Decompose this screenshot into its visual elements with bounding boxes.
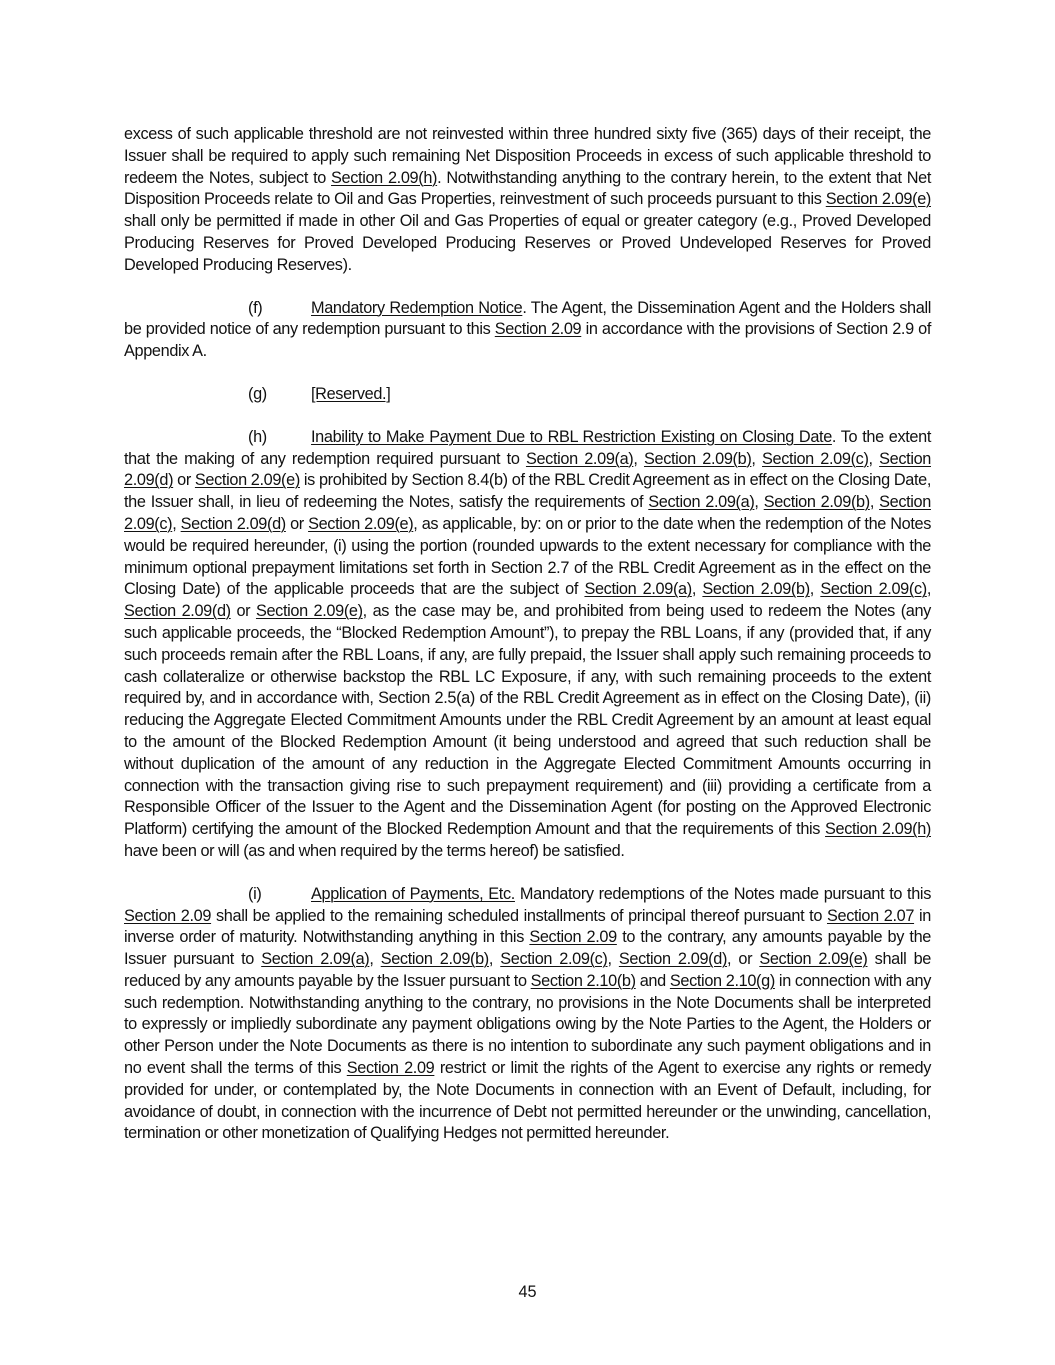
text-run: in connection with any such redemption. Notwithstanding anything to the contrary, no provisions in the Note Documents shall be interpreted to expressly or impliedly subordinate any payment obligations owing by the Note Parties to the Agent, the Holders or other Person under the Note Documents as there is no intention to subordinate any such payment obligations and in no event shall the terms of this (124, 971, 931, 1078)
text-run: , (369, 950, 381, 969)
text-run: , (869, 493, 880, 512)
section-reference: Section 2.09(a) (261, 950, 370, 969)
text-run: have been or will (as and when required by the terms hereof) be satisfied. (124, 841, 625, 860)
page-number: 45 (518, 1283, 537, 1301)
section-reference: Section 2.07 (826, 906, 915, 925)
section-reference: Application of Payments, Etc. (311, 884, 515, 903)
text-run: . The Agent, the Dissemination Agent and the Holders shall be provided notice of any redemption pursuant to this (124, 298, 931, 339)
clause-label: (f) (248, 298, 263, 317)
clause-label: (h) (248, 427, 267, 446)
section-reference: Section 2.09(b) (763, 493, 870, 512)
text-run: shall be reduced by any amounts payable by the Issuer pursuant to (124, 950, 931, 990)
section-reference: Section 2.09(h) (331, 168, 438, 187)
section-reference: Section 2.09(e) (825, 190, 931, 209)
text-run: , (607, 950, 619, 969)
paragraph-g-reserved (124, 384, 931, 406)
text-run: , (754, 493, 764, 512)
section-reference: Mandatory Redemption Notice (311, 298, 523, 317)
paragraph-i-application-of-payments (124, 884, 931, 1146)
text-run: , or (727, 950, 760, 969)
document-page (124, 124, 931, 1166)
section-reference: Section 2.09(h) (825, 820, 931, 839)
section-reference: Section 2.09(c) (500, 950, 608, 969)
text-run: or (173, 471, 195, 490)
section-reference: Section 2.09(d) (180, 514, 286, 533)
text-run: . To the extent that the making of any redemption required pursuant to (124, 427, 931, 468)
text-run: , (488, 950, 501, 969)
text-run: , (751, 449, 763, 468)
text-run: and (635, 971, 670, 990)
text-run: restrict or limit the rights of the Agent to exercise any rights or remedy provided for under, or contemplated by, the Note Documents in connection with an Event of Default, including, for avoidance of doubt, in connection with the incurrence of Debt not permitted hereunder or the unwinding, cancellation, termination or other monetization of Qualifying Hedges not permitted hereunder. (124, 1059, 931, 1143)
text-run: , as the case may be, and prohibited from being used to redeem the Notes (any such applicable proceeds, the “Blocked Redemption Amount”), to prepay the RBL Loans, if any (provided that, if any such proceeds remain after the RBL Loans, if any, are fully prepaid, the Issuer shall apply such remaining proceeds to cash collateralize or otherwise backstop the RBL LC Exposure, if any, with such remaining proceeds to the extent required by, and in accordance with, Section 2.5(a) of the RBL Credit Agreement as in effect on the Closing Date), (ii) reducing the Aggregate Elected Commitment Amounts under the RBL Credit Agreement by an amount at least equal to the amount of the Blocked Redemption Amount (it being understood and agreed that such reduction shall be without duplication of the amount of any reduction in the Aggregate Elected Commitment Amounts occurring in connection with the transaction giving rise to such prepayment requirement) and (iii) providing a certificate from a Responsible Officer of the Issuer to the Agent and the Dissemination Agent (for posting on the Approved Electronic Platform) certifying the amount of the Blocked Redemption Amount and that the requirements of this (124, 602, 931, 839)
text-run: shall be applied to the remaining scheduled installments of principal thereof pursuant to (211, 906, 827, 925)
text-run: . Notwithstanding anything to the contrary herein, to the extent that Net Disposition Proceeds relate to Oil and Gas Properties, reinvestment of such proceeds pursuant to this (124, 168, 931, 209)
section-reference: Inability to Make Payment Due to RBL Restriction Existing on Closing Date (311, 427, 832, 446)
section-reference: Section 2.09(e) (759, 950, 868, 969)
section-reference: Section 2.09(d) (618, 950, 728, 969)
paragraph-body (124, 885, 931, 1143)
text-run: , (633, 449, 644, 468)
clause-label: (i) (248, 884, 262, 903)
section-reference: Section 2.09(a) (648, 493, 755, 512)
section-reference: Section 2.09(c) (820, 580, 927, 599)
paragraph-body (311, 385, 390, 403)
paragraph-e-continuation (124, 124, 931, 277)
text-run: to the contrary, any amounts payable by the Issuer pursuant to (124, 928, 931, 969)
text-run: in inverse order of maturity. Notwithstanding anything in this (124, 906, 931, 947)
section-reference: Section 2.09(a) (525, 449, 634, 468)
text-run: , (868, 449, 880, 468)
text-run: , (926, 580, 931, 599)
text-run: , (809, 580, 821, 599)
paragraph-body (124, 125, 931, 274)
text-run: , (691, 580, 703, 599)
section-reference: Section 2.09(b) (702, 580, 810, 599)
paragraph-f-mandatory-redemption-notice (124, 298, 931, 363)
section-reference: Section 2.09 (494, 320, 582, 339)
text-run: , (172, 514, 181, 533)
section-reference: Section 2.10(g) (669, 971, 775, 990)
section-reference: Section 2.09(e) (255, 602, 363, 621)
paragraph-body (124, 299, 931, 361)
section-reference: Section 2.09 (346, 1059, 435, 1078)
section-reference: Section 2.09(b) (643, 449, 752, 468)
paragraph-h-inability-to-make-payment (124, 427, 931, 863)
section-reference: [Reserved.] (311, 384, 391, 403)
text-run: or (285, 514, 309, 533)
section-reference: Section 2.09(c) (124, 493, 931, 533)
section-reference: Section 2.09(d) (124, 449, 931, 490)
section-reference: Section 2.09(e) (194, 471, 300, 490)
text-run: is prohibited by Section 8.4(b) of the RBL Credit Agreement as in effect on the Closing Date, the Issuer shall, in lieu of redeeming the Notes, satisfy the requirements of (124, 471, 932, 512)
section-reference: Section 2.09(d) (124, 602, 231, 621)
section-reference: Section 2.09(a) (584, 580, 692, 599)
section-reference: Section 2.10(b) (530, 971, 636, 990)
section-reference: Section 2.09 (529, 928, 617, 947)
paragraph-body (124, 428, 931, 860)
text-run: excess of such applicable threshold are not reinvested within three hundred sixty five (365) days of their receipt, the Issuer shall be required to apply such remaining Net Disposition Proceeds in excess of such applicable threshold to redeem the Notes, subject to (124, 125, 931, 187)
section-reference: Section 2.09 (124, 906, 212, 925)
clause-label: (g) (248, 384, 267, 403)
section-reference: Section 2.09(b) (380, 950, 489, 969)
text-run: or (230, 602, 256, 621)
text-run: shall only be permitted if made in other Oil and Gas Properties of equal or greater category (e.g., Proved Developed Producing Reserves for Proved Developed Producing Reserves or Proved Undeveloped Reserves for Proved Developed Producing Reserves). (124, 212, 931, 274)
text-run: Mandatory redemptions of the Notes made pursuant to this (514, 884, 931, 903)
section-reference: Section 2.09(c) (762, 449, 869, 468)
section-reference: Section 2.09(e) (308, 514, 414, 533)
text-run: , as applicable, by: on or prior to the date when the redemption of the Notes would be required hereunder, (i) using the portion (rounded upwards to the extent necessary for compliance with the minimum optional prepayment limitations set forth in Section 2.7 of the RBL Credit Agreement as in the effect on the Closing Date) of the applicable proceeds that are the subject of (124, 514, 931, 599)
text-run: in accordance with the provisions of Section 2.9 of Appendix A. (124, 320, 931, 361)
